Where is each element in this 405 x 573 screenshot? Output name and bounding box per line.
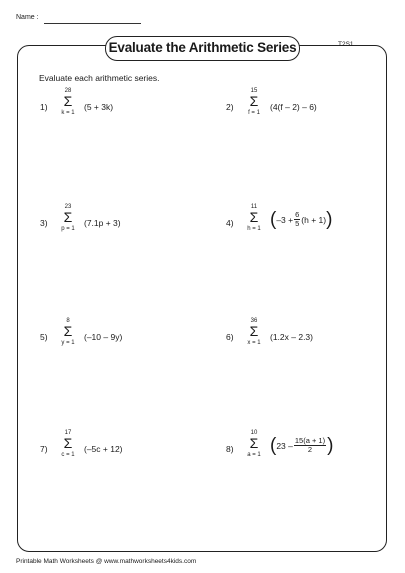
footer xyxy=(16,558,196,565)
fraction xyxy=(294,437,326,454)
lower-limit: p = 1 xyxy=(61,226,75,232)
series-expression xyxy=(270,210,332,229)
upper-limit: 28 xyxy=(64,88,72,94)
upper-limit: 8 xyxy=(66,318,70,324)
series-expression: (4(f – 2) – 6) xyxy=(270,102,317,112)
upper-limit: 15 xyxy=(250,88,258,94)
problem-number: 1) xyxy=(40,102,48,112)
sigma-icon: Σ xyxy=(63,209,73,225)
footer-url-link[interactable]: www.mathworksheets4kids.com xyxy=(104,558,197,565)
worksheet-title: Evaluate the Arithmetic Series xyxy=(105,36,300,61)
name-label: Name : xyxy=(16,14,39,21)
right-paren: ) xyxy=(327,435,334,456)
fraction-numerator: 15(a + 1) xyxy=(294,436,326,445)
left-paren: ( xyxy=(270,209,277,230)
problem-number: 4) xyxy=(226,218,234,228)
upper-limit: 10 xyxy=(250,430,258,436)
problem-number: 6) xyxy=(226,332,234,342)
instructions: Evaluate each arithmetic series. xyxy=(39,73,160,83)
name-line xyxy=(44,23,141,24)
problem-number: 2) xyxy=(226,102,234,112)
sigma-icon: Σ xyxy=(249,323,259,339)
fraction-numerator: 6 xyxy=(295,210,300,219)
expression-prefix: –3 + xyxy=(276,214,294,225)
sigma-icon: Σ xyxy=(249,209,259,225)
lower-limit: k = 1 xyxy=(61,110,75,116)
series-expression: (–10 – 9y) xyxy=(84,332,123,342)
left-paren: ( xyxy=(270,435,277,456)
right-paren: ) xyxy=(326,209,333,230)
sigma-icon: Σ xyxy=(63,435,73,451)
worksheet-frame xyxy=(17,45,387,552)
upper-limit: 23 xyxy=(64,204,72,210)
sigma-icon: Σ xyxy=(63,323,73,339)
upper-limit: 36 xyxy=(250,318,258,324)
upper-limit: 11 xyxy=(250,204,258,210)
problem-number: 7) xyxy=(40,444,48,454)
problem-number: 3) xyxy=(40,218,48,228)
sigma-icon: Σ xyxy=(63,93,73,109)
expression-prefix: 23 – xyxy=(276,440,293,451)
series-expression: (1.2x – 2.3) xyxy=(270,332,313,342)
series-expression: (7.1p + 3) xyxy=(84,218,121,228)
sigma-icon: Σ xyxy=(249,435,259,451)
problem-number: 8) xyxy=(226,444,234,454)
series-expression: (5 + 3k) xyxy=(84,102,114,112)
lower-limit: y = 1 xyxy=(61,340,75,346)
lower-limit: c = 1 xyxy=(61,452,75,458)
series-expression: (–5c + 12) xyxy=(84,444,123,454)
expression-suffix: (h + 1) xyxy=(301,214,327,225)
lower-limit: h = 1 xyxy=(247,226,261,232)
fraction-denominator: 5 xyxy=(295,219,300,228)
lower-limit: x = 1 xyxy=(247,340,261,346)
fraction xyxy=(294,211,300,228)
problem-number: 5) xyxy=(40,332,48,342)
sigma-icon: Σ xyxy=(249,93,259,109)
fraction-denominator: 2 xyxy=(307,445,313,454)
upper-limit: 17 xyxy=(64,430,72,436)
lower-limit: a = 1 xyxy=(247,452,261,458)
series-expression xyxy=(270,436,333,455)
footer-prefix: Printable Math Worksheets @ xyxy=(16,558,105,565)
lower-limit: f = 1 xyxy=(248,110,260,116)
worksheet-code: T2S1 xyxy=(338,41,354,48)
